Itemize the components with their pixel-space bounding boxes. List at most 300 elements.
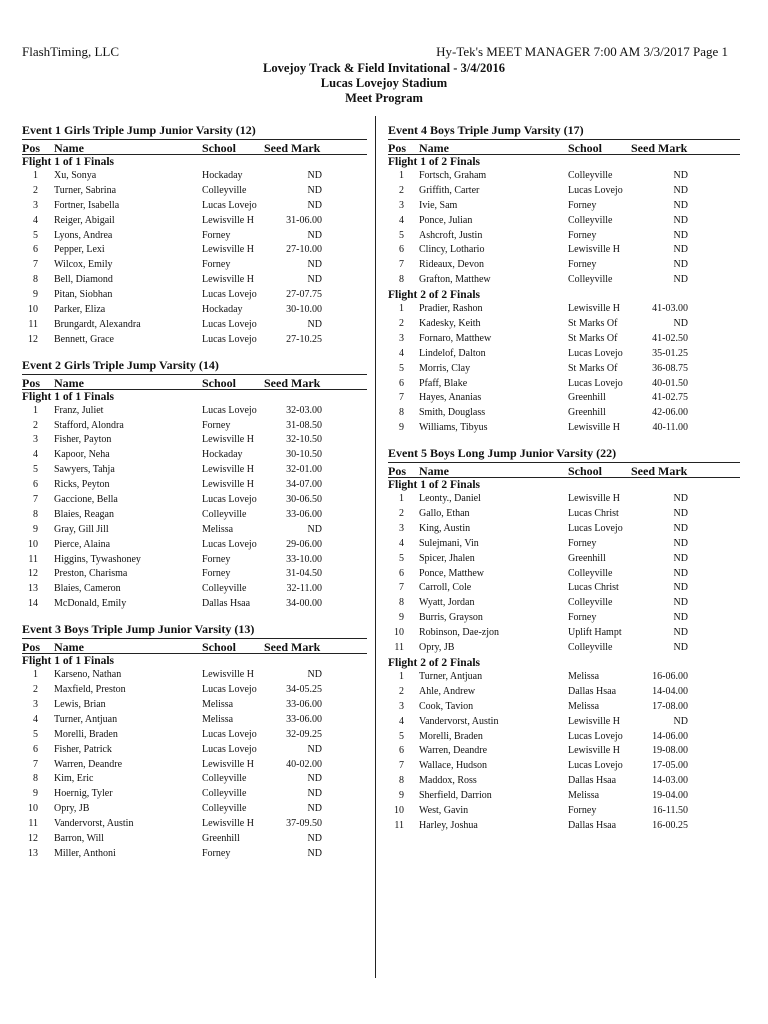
entry-pos: 8 [33, 274, 38, 286]
entry-pos: 2 [399, 318, 404, 330]
entry-pos: 4 [399, 347, 404, 359]
entry-pos: 9 [399, 790, 404, 802]
entry-row [22, 743, 367, 758]
entry-name: Warren, Deandre [419, 745, 488, 757]
entry-pos: 1 [399, 303, 404, 315]
entry-name: Griffith, Carter [419, 184, 480, 196]
entry-name: Morelli, Braden [54, 728, 118, 740]
entry-school: Lucas Lovejo [202, 289, 257, 301]
entry-row [22, 448, 367, 463]
entry-pos: 5 [399, 552, 404, 564]
entry-name: Maddox, Ross [419, 775, 477, 787]
right-column [388, 122, 740, 834]
entry-school: Lewisville H [202, 464, 254, 476]
entry-pos: 5 [33, 229, 38, 241]
entry-seed-mark: 16-06.00 [652, 670, 688, 682]
entry-seed-mark: 16-11.50 [652, 804, 688, 816]
entry-name: Hoernig, Tyler [54, 788, 113, 800]
entry-name: Pitan, Siobhan [54, 289, 113, 301]
entry-pos: 8 [33, 773, 38, 785]
entry-seed-mark: ND [673, 642, 688, 654]
entry-pos: 6 [33, 479, 38, 491]
entry-name: Wyatt, Jordan [419, 597, 475, 609]
entry-school: Lewisville H [202, 274, 254, 286]
entry-name: Karseno, Nathan [54, 669, 122, 681]
column-header-seed-mark: Seed Mark [264, 141, 321, 155]
entry-name: Harley, Joshua [419, 819, 478, 831]
entry-row [22, 184, 367, 199]
entry-row [22, 523, 367, 538]
entry-seed-mark: 29-06.00 [286, 538, 322, 550]
entry-seed-mark: ND [673, 582, 688, 594]
entry-seed-mark: 40-02.00 [286, 758, 322, 770]
entry-row [388, 730, 740, 745]
entry-pos: 3 [399, 199, 404, 211]
entry-pos: 13 [28, 583, 38, 595]
column-header-row [22, 374, 367, 390]
entry-row [22, 538, 367, 553]
entry-name: Bell, Diamond [54, 274, 113, 286]
entry-seed-mark: 27-07.75 [286, 289, 322, 301]
entry-school: Lewisville H [568, 422, 620, 434]
entry-row [388, 332, 740, 347]
entry-seed-mark: ND [673, 715, 688, 727]
entry-name: McDonald, Emily [54, 598, 127, 610]
entry-name: Morris, Clay [419, 362, 471, 374]
event-spacer [388, 436, 740, 445]
column-divider [375, 116, 376, 978]
entry-seed-mark: 33-10.00 [286, 553, 322, 565]
entry-pos: 5 [399, 229, 404, 241]
entry-name: Robinson, Dae-zjon [419, 627, 499, 639]
entry-name: Preston, Charisma [54, 568, 128, 580]
entry-seed-mark: 17-05.00 [652, 760, 688, 772]
entry-row [22, 419, 367, 434]
entry-pos: 8 [399, 407, 404, 419]
event-block [22, 357, 367, 612]
entry-seed-mark: 27-10.25 [286, 333, 322, 345]
entry-pos: 2 [33, 684, 38, 696]
entry-name: Xu, Sonya [54, 170, 97, 181]
entry-row [388, 819, 740, 834]
column-header-pos: Pos [22, 375, 40, 390]
entry-seed-mark: ND [673, 244, 688, 256]
entry-row [22, 214, 367, 229]
entry-pos: 1 [399, 670, 404, 682]
entry-seed-mark: 40-11.00 [652, 422, 688, 434]
entry-school: Lewisville H [568, 745, 620, 757]
entry-name: Warren, Deandre [54, 758, 123, 770]
entry-school: Melissa [202, 698, 234, 710]
event-block [388, 122, 740, 436]
entry-name: Turner, Sabrina [54, 184, 117, 196]
entry-pos: 2 [33, 419, 38, 431]
entry-seed-mark: ND [307, 184, 322, 196]
entry-pos: 10 [394, 804, 404, 816]
entry-row [22, 273, 367, 288]
entry-school: Lucas Lovejo [202, 318, 257, 330]
entry-name: West, Gavin [419, 804, 469, 816]
entry-school: Lucas Lovejo [568, 760, 623, 772]
entry-seed-mark: 17-08.00 [652, 700, 688, 712]
entry-seed-mark: 33-06.00 [286, 713, 322, 725]
entry-row [22, 404, 367, 419]
meet-venue: Lucas Lovejoy Stadium [320, 76, 448, 90]
entry-seed-mark: ND [673, 612, 688, 624]
entry-school: Forney [202, 847, 231, 859]
column-header-row [22, 638, 367, 654]
entry-name: Blaies, Reagan [54, 508, 114, 520]
column-header-row [388, 462, 740, 478]
entry-row [22, 303, 367, 318]
entry-row [22, 683, 367, 698]
entry-seed-mark: 30-10.50 [286, 449, 322, 461]
entry-row [22, 597, 367, 612]
flight-label: Flight 1 of 1 Finals [22, 156, 115, 168]
entry-pos: 1 [33, 404, 38, 416]
entry-pos: 9 [33, 289, 38, 301]
entry-name: Higgins, Tywashoney [54, 553, 141, 565]
entry-row [22, 258, 367, 273]
event-title: Event 3 Boys Triple Jump Junior Varsity (13) [22, 622, 255, 637]
entry-pos: 10 [28, 803, 38, 815]
entry-school: Greenhill [568, 552, 606, 564]
entry-school: Lewisville H [202, 434, 254, 446]
entry-row [388, 421, 740, 436]
entry-row [388, 522, 740, 537]
entry-pos: 10 [28, 304, 38, 316]
entry-row [22, 553, 367, 568]
entry-seed-mark: 31-04.50 [286, 568, 322, 580]
entry-row [388, 596, 740, 611]
entry-seed-mark: 32-11.00 [286, 583, 322, 595]
entry-name: Turner, Antjuan [54, 713, 118, 725]
entry-seed-mark: 32-01.00 [286, 464, 322, 476]
entry-name: Morelli, Braden [419, 730, 483, 742]
entry-name: Opry, JB [54, 803, 90, 815]
entry-name: Gallo, Ethan [419, 508, 470, 520]
entry-school: Colleyville [568, 567, 613, 579]
entry-name: Burris, Grayson [419, 612, 483, 624]
entry-name: Bennett, Grace [54, 333, 114, 345]
entry-school: Lewisville H [568, 303, 620, 315]
column-header-name: Name [419, 464, 449, 479]
entry-school: Colleyville [202, 583, 247, 595]
entry-name: Vandervorst, Austin [419, 715, 499, 727]
event-spacer [22, 348, 367, 357]
entry-row [22, 668, 367, 683]
entry-seed-mark: ND [673, 493, 688, 505]
entry-row [388, 804, 740, 819]
entry-pos: 4 [399, 214, 404, 226]
entry-seed-mark: ND [307, 229, 322, 241]
entry-row [22, 847, 367, 862]
entry-row [388, 670, 740, 685]
entry-row [388, 774, 740, 789]
entry-pos: 3 [33, 434, 38, 446]
flight-label: Flight 1 of 2 Finals [388, 156, 481, 168]
column-header-row [22, 139, 367, 155]
entry-name: Ponce, Matthew [419, 567, 484, 579]
column-header-pos: Pos [22, 141, 40, 155]
entry-row [388, 391, 740, 406]
entry-name: Ponce, Julian [419, 214, 473, 226]
entry-row [388, 243, 740, 258]
flight-label: Flight 2 of 2 Finals [388, 289, 481, 302]
entry-school: Lucas Lovejo [568, 522, 623, 534]
entry-seed-mark: 32-03.00 [286, 404, 322, 416]
entry-school: Melissa [202, 523, 234, 535]
entry-pos: 9 [33, 788, 38, 800]
entry-pos: 3 [33, 199, 38, 211]
entry-school: Lucas Lovejo [202, 743, 257, 755]
entry-name: Barron, Will [54, 832, 104, 844]
entry-name: Hayes, Ananias [419, 392, 482, 404]
entry-school: Lewisville H [202, 758, 254, 770]
entry-school: Greenhill [568, 407, 606, 419]
event-spacer [22, 612, 367, 621]
entry-row [388, 744, 740, 759]
entry-name: Kapoor, Neha [54, 449, 110, 461]
entry-name: Pradier, Rashon [419, 303, 483, 315]
entry-row [388, 700, 740, 715]
entry-pos: 2 [33, 184, 38, 196]
column-header-school: School [568, 141, 603, 155]
entry-school: Hockaday [202, 170, 243, 181]
vendor-name: FlashTiming, LLC [22, 44, 120, 59]
entry-name: Reiger, Abigail [54, 214, 115, 226]
entry-pos: 1 [33, 669, 38, 681]
entry-row [388, 199, 740, 214]
entry-pos: 1 [399, 170, 404, 181]
entry-school: Lucas Lovejo [202, 494, 257, 506]
entry-row [388, 377, 740, 392]
entry-school: Colleyville [202, 184, 247, 196]
entry-name: Lindelof, Dalton [419, 347, 486, 359]
entry-row [22, 832, 367, 847]
entry-school: Lucas Lovejo [202, 728, 257, 740]
entry-school: Lucas Lovejo [568, 347, 623, 359]
entry-row [388, 169, 740, 184]
column-header-seed-mark: Seed Mark [631, 141, 688, 155]
flight-label: Flight 1 of 1 Finals [22, 655, 115, 668]
entry-row [388, 581, 740, 596]
entry-name: Stafford, Alondra [54, 419, 124, 431]
entry-name: Ivie, Sam [419, 199, 458, 211]
entry-pos: 7 [33, 758, 38, 770]
entry-name: Clincy, Lothario [419, 244, 485, 256]
entry-name: Blaies, Cameron [54, 583, 121, 595]
entry-seed-mark: 31-08.50 [286, 419, 322, 431]
entry-name: Opry, JB [419, 642, 455, 654]
column-header-school: School [202, 640, 237, 655]
entry-seed-mark: 31-06.00 [286, 214, 322, 226]
entry-school: Melissa [568, 700, 600, 712]
event-block [22, 122, 367, 348]
entry-name: Parker, Eliza [54, 304, 106, 316]
entry-school: Forney [202, 229, 231, 241]
entry-pos: 2 [399, 685, 404, 697]
entry-seed-mark: ND [673, 229, 688, 241]
entry-seed-mark: 41-02.50 [652, 332, 688, 344]
entry-row [22, 288, 367, 303]
entry-school: Lucas Lovejo [568, 184, 623, 196]
entry-pos: 5 [33, 464, 38, 476]
entry-pos: 11 [28, 318, 38, 330]
event-title: Event 4 Boys Triple Jump Varsity (17) [388, 123, 584, 137]
entry-pos: 7 [399, 760, 404, 772]
entry-name: Sherfield, Darrion [419, 790, 492, 802]
entry-name: Turner, Antjuan [419, 670, 483, 682]
entry-seed-mark: 42-06.00 [652, 407, 688, 419]
column-header-name: Name [54, 640, 84, 655]
entry-seed-mark: 19-08.00 [652, 745, 688, 757]
event-block [388, 445, 740, 834]
entry-name: Sawyers, Tahja [54, 464, 115, 476]
entry-seed-mark: ND [673, 627, 688, 639]
entry-seed-mark: 14-06.00 [652, 730, 688, 742]
entry-pos: 1 [399, 493, 404, 505]
entry-pos: 13 [28, 847, 38, 859]
entry-seed-mark: 34-07.00 [286, 479, 322, 491]
entry-school: Lucas Lovejo [202, 199, 257, 211]
entry-name: Carroll, Cole [419, 582, 472, 594]
entry-school: Colleyville [202, 803, 247, 815]
entry-row [22, 728, 367, 743]
entry-row [22, 802, 367, 817]
entry-school: Lucas Lovejo [568, 377, 623, 389]
entry-pos: 12 [28, 333, 38, 345]
entry-pos: 3 [399, 700, 404, 712]
entry-name: Fortner, Isabella [54, 199, 120, 211]
entry-seed-mark: ND [307, 259, 322, 271]
entry-row [388, 492, 740, 507]
entry-school: Forney [568, 612, 597, 624]
entry-row [22, 698, 367, 713]
entry-row [388, 641, 740, 656]
entry-school: Melissa [568, 670, 600, 682]
entry-seed-mark: ND [307, 803, 322, 815]
entry-name: Fisher, Payton [54, 434, 112, 446]
entry-name: Lewis, Brian [54, 698, 106, 710]
entry-seed-mark: ND [673, 508, 688, 520]
column-header-pos: Pos [388, 141, 406, 155]
entry-name: Fisher, Patrick [54, 743, 112, 755]
entry-pos: 6 [399, 244, 404, 256]
entry-name: Fornaro, Matthew [419, 332, 492, 344]
entry-row [388, 214, 740, 229]
entry-name: Ricks, Peyton [54, 479, 110, 491]
column-header-school: School [568, 464, 603, 479]
entry-school: Melissa [202, 713, 234, 725]
entry-school: Forney [568, 804, 597, 816]
entry-row [22, 229, 367, 244]
entry-school: Forney [202, 553, 231, 565]
entry-row [388, 302, 740, 317]
entry-seed-mark: ND [307, 523, 322, 535]
entry-row [22, 493, 367, 508]
entry-name: Williams, Tibyus [419, 422, 488, 434]
entry-row [22, 772, 367, 787]
entry-pos: 11 [28, 553, 38, 565]
entry-pos: 12 [28, 568, 38, 580]
entry-seed-mark: ND [673, 522, 688, 534]
entry-school: Dallas Hsaa [568, 819, 617, 831]
entry-row [388, 347, 740, 362]
entry-pos: 6 [33, 743, 38, 755]
entry-row [22, 787, 367, 802]
column-header-name: Name [419, 141, 449, 155]
entry-pos: 11 [28, 818, 38, 830]
entry-school: Uplift Hampt [568, 627, 622, 639]
entry-seed-mark: 32-10.50 [286, 434, 322, 446]
entry-seed-mark: ND [307, 199, 322, 211]
entry-pos: 2 [399, 508, 404, 520]
entry-seed-mark: ND [307, 170, 322, 181]
entry-row [22, 758, 367, 773]
entry-name: Ashcroft, Justin [419, 229, 483, 241]
software-page-info: Hy-Tek's MEET MANAGER 7:00 AM 3/3/2017 Page 1 [436, 44, 728, 59]
entry-row [22, 169, 367, 184]
entry-name: Gray, Gill Jill [54, 523, 109, 535]
entry-school: Dallas Hsaa [202, 598, 251, 610]
entry-row [388, 273, 740, 288]
entry-row [388, 317, 740, 332]
entry-seed-mark: 40-01.50 [652, 377, 688, 389]
entry-school: Colleyville [202, 508, 247, 520]
entry-pos: 4 [33, 713, 38, 725]
entry-row [388, 759, 740, 774]
entry-name: Franz, Juliet [54, 404, 104, 416]
entry-pos: 4 [399, 715, 404, 727]
entry-school: Lucas Christ [568, 508, 619, 520]
entry-pos: 4 [33, 449, 38, 461]
entry-row [388, 552, 740, 567]
entry-name: Wallace, Hudson [419, 760, 488, 772]
entry-school: Lucas Lovejo [202, 684, 257, 696]
entry-pos: 9 [399, 422, 404, 434]
entry-seed-mark: ND [673, 318, 688, 330]
entry-seed-mark: ND [673, 170, 688, 181]
entry-pos: 12 [28, 832, 38, 844]
entry-pos: 7 [399, 392, 404, 404]
entry-row [22, 478, 367, 493]
entry-row [388, 406, 740, 421]
entry-row [22, 508, 367, 523]
entry-pos: 1 [33, 170, 38, 181]
entry-pos: 4 [33, 214, 38, 226]
event-block [22, 621, 367, 862]
entry-row [388, 685, 740, 700]
entry-seed-mark: 32-09.25 [286, 728, 322, 740]
entry-school: Forney [568, 537, 597, 549]
entry-row [22, 243, 367, 258]
entry-school: Colleyville [568, 597, 613, 609]
entry-seed-mark: 30-10.00 [286, 304, 322, 316]
entry-name: Cook, Tavion [419, 700, 474, 712]
entry-pos: 9 [33, 523, 38, 535]
entry-school: Hockaday [202, 304, 243, 316]
entry-school: Colleyville [568, 214, 613, 226]
entry-seed-mark: ND [673, 567, 688, 579]
entry-school: Forney [202, 259, 231, 271]
entry-row [388, 507, 740, 522]
entry-seed-mark: 34-05.25 [286, 684, 322, 696]
entry-school: Colleyville [568, 170, 613, 181]
entry-school: Lewisville H [568, 715, 620, 727]
column-header-seed-mark: Seed Mark [631, 464, 688, 479]
entry-pos: 10 [28, 538, 38, 550]
